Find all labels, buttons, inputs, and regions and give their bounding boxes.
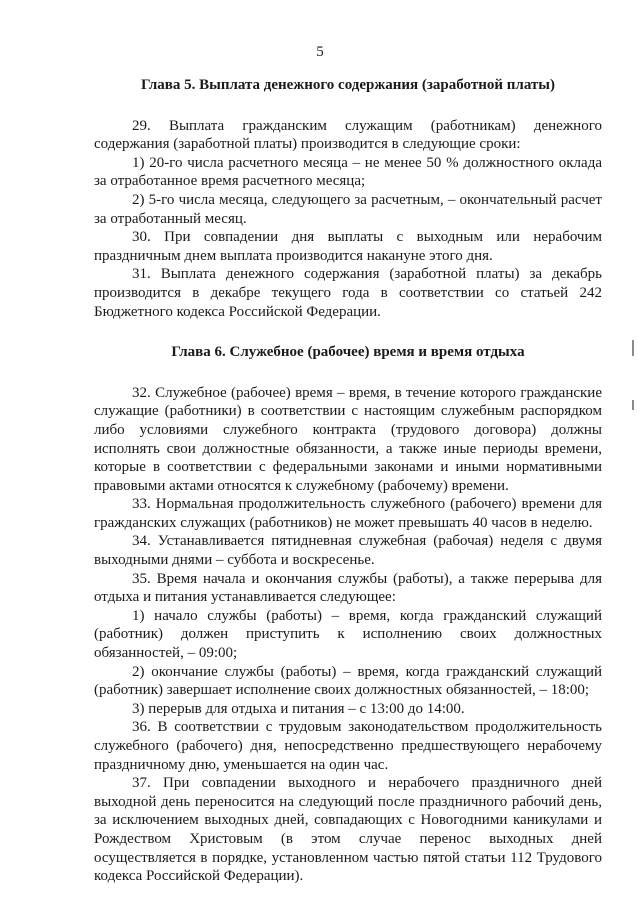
paragraph-35: 35. Время начала и окончания службы (работы), а также перерыва для отдыха и питания устанавливается следующее: bbox=[94, 570, 602, 606]
paragraph-29-item-1: 1) 20-го числа расчетного месяца – не менее 50 % должностного оклада за отработанное время расчетного месяца; bbox=[94, 154, 602, 190]
chapter-6-title: Глава 6. Служебное (рабочее) время и время отдыха bbox=[171, 344, 525, 361]
chapter-5-section bbox=[94, 117, 602, 322]
paragraph-29-item-2: 2) 5-го числа месяца, следующего за расчетным, – окончательный расчет за отработанный месяц. bbox=[94, 191, 602, 227]
paragraph-29: 29. Выплата гражданским служащим (работникам) денежного содержания (заработной платы) производится в следующие сроки: bbox=[94, 117, 602, 153]
paragraph-34: 34. Устанавливается пятидневная служебная (рабочая) неделя с двумя выходными днями – суббота и воскресенье. bbox=[94, 533, 602, 569]
paragraph-37: 37. При совпадении выходного и нерабочего праздничного дней выходной день переносится на следующий после праздничного рабочий день, за исключением выходных дней, совпадающих с Новогодними каникулами и Рождеством Христовым (в этом случае перенос выходных дней осуществляется в порядке, установленном частью пятой статьи 112 Трудового кодекса Российской Федерации). bbox=[94, 775, 602, 885]
paragraph-35-item-3: 3) перерыв для отдыха и питания – с 13:00 до 14:00. bbox=[132, 700, 465, 717]
chapter-5-title: Глава 5. Выплата денежного содержания (заработной платы) bbox=[140, 77, 556, 93]
paragraph-36: 36. В соответствии с трудовым законодательством продолжительность служебного (рабочего) дня, непосредственно предшествующего нерабочему праздничному дню, уменьшается на один час. bbox=[94, 719, 602, 773]
paragraph-33: 33. Нормальная продолжительность служебного (рабочего) времени для гражданских служащих (работников) не может превышать 40 часов в неделю. bbox=[94, 496, 602, 531]
paragraph-30: 30. При совпадении дня выплаты с выходным или нерабочим праздничным днем выплата производится накануне этого дня. bbox=[94, 229, 602, 264]
paragraph-35-item-1: 1) начало службы (работы) – время, когда гражданский служащий (работник) должен приступить к исполнению своих должностных обязанностей, – 09:00; bbox=[94, 607, 602, 662]
chapter-6-section bbox=[94, 384, 602, 886]
paragraph-31: 31. Выплата денежного содержания (заработной платы) за декабрь производится в декабре текущего года в соответствии со статьей 242 Бюджетного кодекса Российской Федерации. bbox=[94, 266, 602, 320]
scan-edge-mark bbox=[632, 340, 634, 356]
page-number: 5 bbox=[316, 44, 324, 60]
document-body bbox=[94, 72, 602, 886]
paragraph-35-item-2: 2) окончание службы (работы) – время, когда гражданский служащий (работник) завершает исполнение своих должностных обязанностей, – 18:00; bbox=[94, 663, 602, 699]
paragraph-32: 32. Служебное (рабочее) время – время, в течение которого гражданские служащие (работники) в соответствии с настоящим служебным распорядком либо условиями служебного контракта (трудового договора) должны исполнять свои должностные обязанности, а также иные периоды времени, которые в соответствии с федеральными законами и иными нормативными правовыми актами относятся к служебному (рабочему) времени. bbox=[94, 384, 602, 494]
scan-edge-mark bbox=[632, 400, 634, 410]
